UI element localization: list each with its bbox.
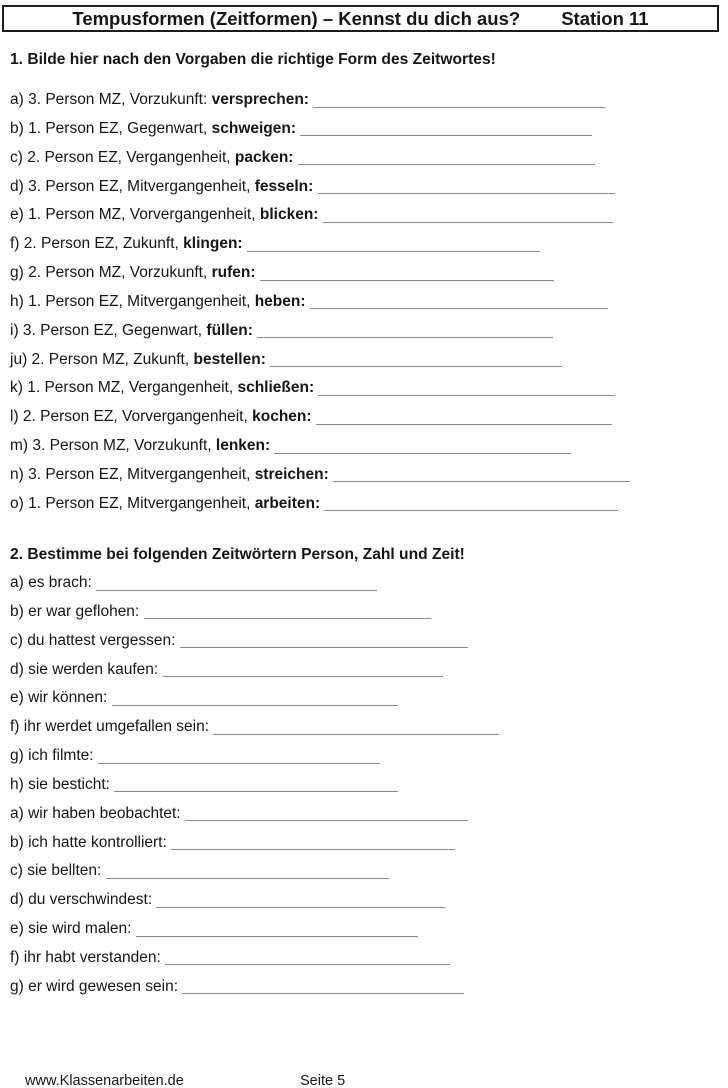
answer-blank	[298, 150, 595, 165]
answer-blank	[300, 121, 592, 136]
task2-item-prompt: c) sie bellten:	[10, 862, 102, 880]
task1-item-verb: lenken:	[215, 437, 271, 455]
task2-item	[10, 857, 728, 886]
task1-item-verb: fesseln:	[254, 177, 314, 195]
task1-item	[10, 346, 728, 375]
task1-item	[10, 259, 728, 288]
task1-item-prompt: ju) 2. Person MZ, Zukunft,	[10, 350, 190, 368]
task1-item-verb: arbeiten:	[254, 494, 321, 512]
task1-item-verb: rufen:	[211, 264, 256, 282]
answer-blank	[270, 352, 562, 367]
task1-item-verb: kochen:	[252, 408, 312, 426]
task2-item	[10, 915, 728, 944]
task1-item	[10, 403, 728, 432]
station-label: Station 11	[561, 7, 649, 29]
task2-item-prompt: a) es brach:	[10, 574, 92, 591]
task2-item-prompt: c) du hattest vergessen:	[10, 631, 176, 649]
answer-blank	[323, 208, 613, 223]
task1-item	[10, 490, 728, 519]
answer-blank	[324, 496, 618, 511]
task1-item-prompt: e) 1. Person MZ, Vorvergangenheit,	[10, 206, 256, 224]
task1-item-prompt: m) 3. Person MZ, Vorzukunft,	[10, 437, 212, 455]
task1-item	[10, 115, 728, 144]
task1-item-prompt: d) 3. Person EZ, Mitvergangenheit,	[10, 177, 251, 195]
task1-item-verb: blicken:	[259, 206, 319, 224]
task1-item-verb: schließen:	[237, 379, 315, 397]
answer-blank	[185, 806, 468, 821]
task1-item-prompt: o) 1. Person EZ, Mitvergangenheit,	[10, 494, 251, 512]
answer-blank	[313, 93, 605, 108]
task1-item-verb: klingen:	[183, 235, 243, 253]
answer-blank	[274, 439, 571, 454]
task1-item	[10, 173, 728, 202]
task2-item-prompt: f) ihr werdet umgefallen sein:	[10, 718, 210, 736]
task2-item-prompt: b) ich hatte kontrolliert:	[10, 833, 167, 851]
answer-blank	[98, 749, 380, 764]
task1-item-prompt: k) 1. Person MZ, Vergangenheit,	[10, 379, 234, 397]
task1-item	[10, 144, 728, 173]
task2-item-prompt: g) er wird gewesen sein:	[10, 977, 178, 995]
task1-item-prompt: g) 2. Person MZ, Vorzukunft,	[10, 264, 208, 282]
task2-item	[10, 598, 728, 627]
answer-blank	[112, 691, 398, 706]
task1-item	[10, 317, 728, 346]
task2-item	[10, 742, 728, 771]
answer-blank	[213, 720, 499, 735]
answer-blank	[106, 864, 389, 879]
footer-website: www.Klassenarbeiten.de	[25, 1073, 184, 1088]
answer-blank	[316, 410, 612, 425]
answer-blank	[260, 266, 554, 281]
task1-item-verb: packen:	[234, 148, 294, 166]
task2-item-prompt: f) ihr habt verstanden:	[10, 948, 161, 966]
worksheet-title-box	[2, 5, 719, 32]
task2-item-prompt: d) sie werden kaufen:	[10, 660, 159, 678]
task1-item-prompt: f) 2. Person EZ, Zukunft,	[10, 235, 179, 253]
task2-item	[10, 973, 728, 1002]
task1-list	[10, 86, 728, 519]
worksheet-title: Tempusformen (Zeitformen) – Kennst du dich aus?	[72, 7, 521, 29]
task2-item	[10, 800, 728, 829]
task1-item	[10, 374, 728, 403]
task1-item	[10, 201, 728, 230]
task1-item	[10, 288, 728, 317]
task1-item	[10, 432, 728, 461]
answer-blank	[96, 576, 377, 591]
task2-item	[10, 713, 728, 742]
answer-blank	[136, 922, 418, 937]
answer-blank	[156, 893, 445, 908]
task1-item	[10, 230, 728, 259]
task2-item-prompt: b) er war geflohen:	[10, 602, 140, 620]
task2-item	[10, 569, 728, 598]
task2-item-prompt: g) ich filmte:	[10, 747, 94, 765]
task1-item-prompt: n) 3. Person EZ, Mitvergangenheit,	[10, 465, 251, 483]
task2-item	[10, 656, 728, 685]
task2-item-prompt: e) sie wird malen:	[10, 920, 132, 938]
task1-item-prompt: i) 3. Person EZ, Gegenwart,	[10, 321, 203, 339]
answer-blank	[163, 662, 443, 677]
answer-blank	[247, 237, 540, 252]
task1-item-prompt: c) 2. Person EZ, Vergangenheit,	[10, 148, 231, 166]
answer-blank	[318, 179, 615, 194]
task2-item-prompt: h) sie besticht:	[10, 775, 110, 793]
task2-item	[10, 627, 728, 656]
task1-item-verb: streichen:	[254, 465, 329, 483]
task2-item-prompt: e) wir können:	[10, 689, 108, 707]
task2-item-prompt: d) du verschwindest:	[10, 891, 153, 909]
task1-item-verb: versprechen:	[211, 91, 309, 108]
task1-item-verb: bestellen:	[193, 350, 266, 368]
task1-item-verb: füllen:	[206, 321, 253, 339]
answer-blank	[257, 323, 553, 338]
answer-blank	[310, 294, 608, 309]
task2-item	[10, 886, 728, 915]
task1-item	[10, 86, 728, 115]
task2-item	[10, 684, 728, 713]
task1-item-prompt: b) 1. Person EZ, Gegenwart,	[10, 119, 208, 137]
answer-blank	[180, 633, 468, 648]
answer-blank	[171, 835, 455, 850]
task2-heading: 2. Bestimme bei folgenden Zeitwörtern Person, Zahl und Zeit!	[10, 546, 465, 563]
task1-item	[10, 461, 728, 490]
task2-item	[10, 944, 728, 973]
answer-blank	[182, 979, 464, 994]
task2-item-prompt: a) wir haben beobachtet:	[10, 804, 181, 822]
task1-item-prompt: h) 1. Person EZ, Mitvergangenheit,	[10, 292, 251, 310]
answer-blank	[114, 777, 398, 792]
answer-blank	[318, 381, 615, 396]
task1-item-verb: schweigen:	[211, 119, 297, 137]
answer-blank	[165, 950, 450, 965]
task2-item	[10, 829, 728, 858]
answer-blank	[333, 467, 630, 482]
task1-heading: 1. Bilde hier nach den Vorgaben die richtige Form des Zeitwortes!	[10, 51, 496, 68]
task1-item-verb: heben:	[254, 292, 306, 310]
task2-list	[10, 569, 728, 1002]
task1-item-prompt: a) 3. Person MZ, Vorzukunft:	[10, 91, 208, 108]
answer-blank	[144, 604, 431, 619]
footer-page-number: Seite 5	[300, 1073, 346, 1088]
task1-item-prompt: l) 2. Person EZ, Vorvergangenheit,	[10, 408, 248, 426]
task2-item	[10, 771, 728, 800]
